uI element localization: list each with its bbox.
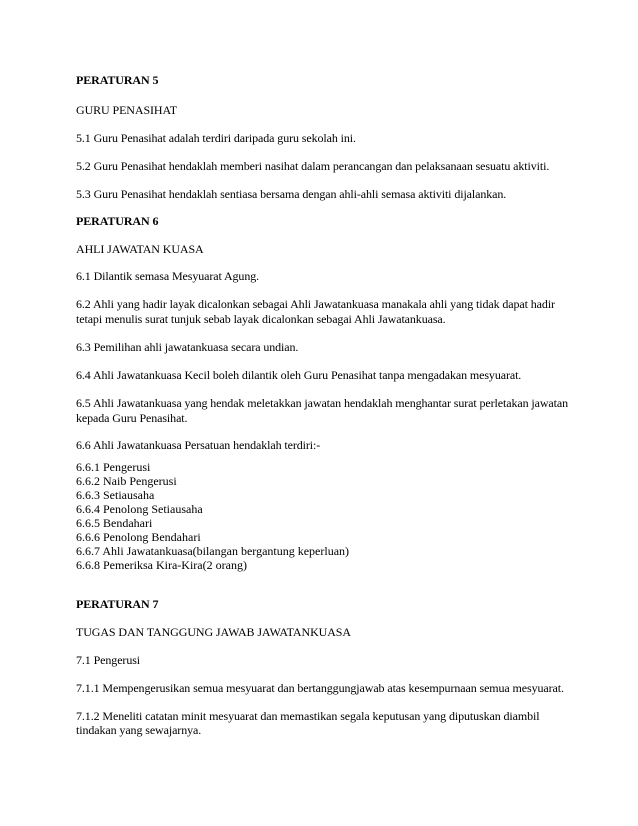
section-title-guru-penasihat: GURU PENASIHAT [76, 103, 177, 117]
clause-7-1: 7.1 Pengerusi [76, 653, 141, 667]
list-item: 6.6.4 Penolong Setiausaha [76, 502, 203, 516]
clause-7-1-2-line-1: 7.1.2 Meneliti catatan minit mesyuarat dan memastikan segala keputusan yang diputuskan diambil [76, 709, 540, 723]
clause-6-4: 6.4 Ahli Jawatankuasa Kecil boleh dilantik oleh Guru Penasihat tanpa mengadakan mesyuarat. [76, 368, 522, 382]
clause-6-1: 6.1 Dilantik semasa Mesyuarat Agung. [76, 269, 260, 283]
clause-5-2: 5.2 Guru Penasihat hendaklah memberi nasihat dalam perancangan dan pelaksanaan sesuatu aktiviti. [76, 159, 550, 173]
clause-6-3: 6.3 Pemilihan ahli jawatankuasa secara undian. [76, 340, 299, 354]
list-item: 6.6.5 Bendahari [76, 516, 153, 530]
heading-peraturan-5: PERATURAN 5 [76, 73, 159, 87]
heading-peraturan-6: PERATURAN 6 [76, 214, 159, 228]
list-item: 6.6.7 Ahli Jawatankuasa(bilangan bergantung keperluan) [76, 544, 350, 558]
clause-6-6: 6.6 Ahli Jawatankuasa Persatuan hendaklah terdiri:- [76, 438, 321, 452]
clause-6-2-line-1: 6.2 Ahli yang hadir layak dicalonkan sebagai Ahli Jawatankuasa manakala ahli yang tidak dapat hadir [76, 297, 555, 311]
list-item: 6.6.8 Pemeriksa Kira-Kira(2 orang) [76, 558, 247, 572]
clause-7-1-1: 7.1.1 Mempengerusikan semua mesyuarat dan bertanggungjawab atas kesempurnaan semua mesyuarat. [76, 681, 564, 695]
clause-5-1: 5.1 Guru Penasihat adalah terdiri daripada guru sekolah ini. [76, 131, 356, 145]
list-item: 6.6.2 Naib Pengerusi [76, 474, 177, 488]
clause-7-1-2-line-2: tindakan yang sewajarnya. [76, 723, 202, 737]
list-item: 6.6.1 Pengerusi [76, 460, 151, 474]
heading-peraturan-7: PERATURAN 7 [76, 597, 159, 611]
section-title-ahli-jawatan-kuasa: AHLI JAWATAN KUASA [76, 242, 204, 256]
committee-positions-list [76, 460, 349, 572]
clause-5-3: 5.3 Guru Penasihat hendaklah sentiasa bersama dengan ahli-ahli semasa aktiviti dijalankan. [76, 187, 507, 201]
clause-6-5-line-2: kepada Guru Penasihat. [76, 411, 188, 425]
list-item: 6.6.3 Setiausaha [76, 488, 155, 502]
section-title-tugas: TUGAS DAN TANGGUNG JAWAB JAWATANKUASA [76, 625, 351, 639]
clause-6-2-line-2: tetapi menulis surat tunjuk sebab layak dicalonkan sebagai Ahli Jawatankuasa. [76, 312, 446, 326]
list-item: 6.6.6 Penolong Bendahari [76, 530, 201, 544]
clause-6-5-line-1: 6.5 Ahli Jawatankuasa yang hendak meletakkan jawatan hendaklah menghantar surat perletakan jawatan [76, 396, 569, 410]
